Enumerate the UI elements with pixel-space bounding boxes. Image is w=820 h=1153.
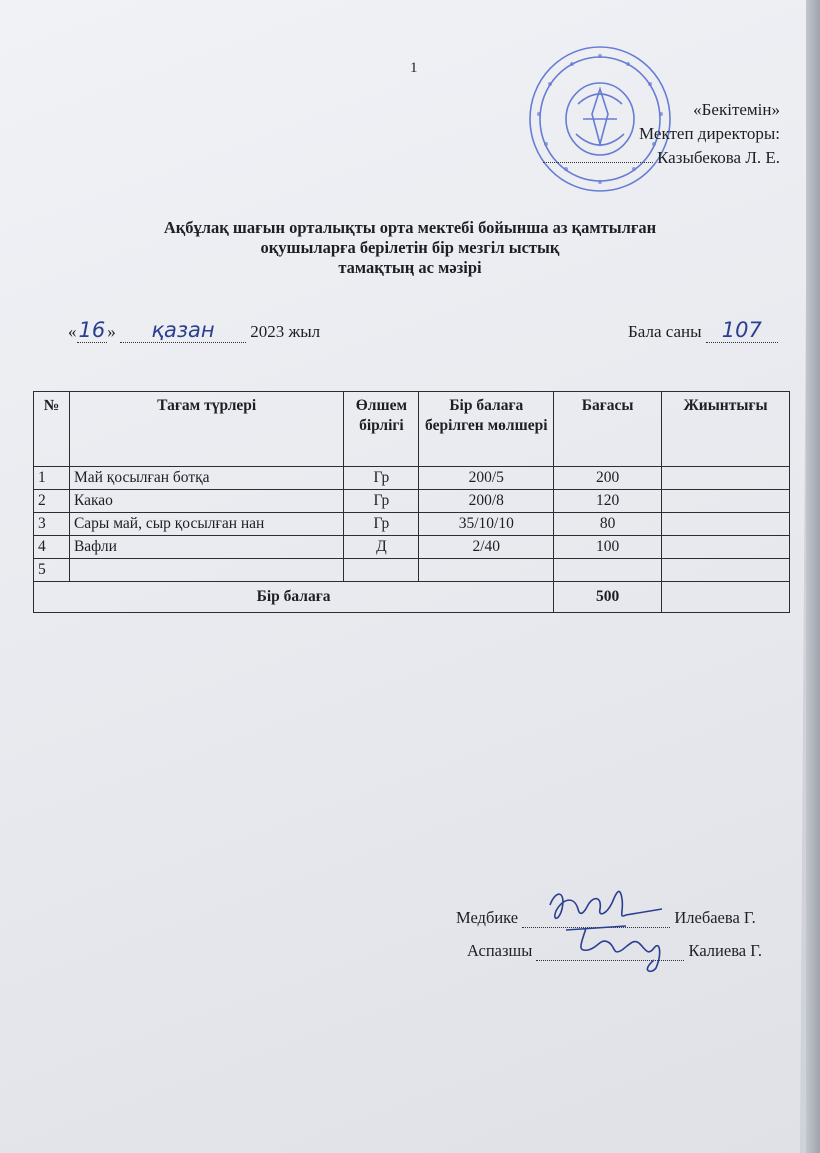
- row-total: [662, 467, 790, 490]
- row-amount: 200/8: [419, 490, 554, 513]
- row-number: 4: [34, 536, 70, 559]
- table-total-row: [34, 582, 790, 613]
- row-unit: Гр: [344, 513, 419, 536]
- row-unit: Д: [344, 536, 419, 559]
- children-count-value: 107: [721, 318, 762, 342]
- row-dish: Какао: [69, 490, 343, 513]
- menu-table: [33, 391, 790, 613]
- director-name: Казыбекова Л. Е.: [657, 148, 780, 167]
- document-title: [80, 218, 740, 278]
- header-number: №: [34, 392, 70, 467]
- row-number: 2: [34, 490, 70, 513]
- row-dish: Сары май, сыр қосылған нан: [69, 513, 343, 536]
- approval-signature-line: [543, 146, 780, 170]
- table-row: [34, 490, 790, 513]
- nurse-name: Илебаева Г.: [674, 908, 756, 927]
- row-price: 120: [554, 490, 662, 513]
- table-row: [34, 467, 790, 490]
- row-number: 1: [34, 467, 70, 490]
- row-total: [662, 536, 790, 559]
- header-dish-types: Тағам түрлері: [69, 392, 343, 467]
- row-price: 100: [554, 536, 662, 559]
- row-price: [554, 559, 662, 582]
- title-line-3: тамақтың ас мәзірі: [338, 258, 482, 277]
- row-total: [662, 513, 790, 536]
- row-price: 80: [554, 513, 662, 536]
- date-year: 2023 жыл: [250, 322, 321, 341]
- date-day: 16: [78, 318, 106, 342]
- total-value: 500: [554, 582, 662, 613]
- row-amount: [419, 559, 554, 582]
- header-total: Жиынтығы: [662, 392, 790, 467]
- row-dish: [69, 559, 343, 582]
- total-label: Бір балаға: [34, 582, 554, 613]
- approval-heading: «Бекітемін»: [693, 100, 780, 119]
- children-count-line: [628, 318, 778, 343]
- row-amount: 200/5: [419, 467, 554, 490]
- director-signature-dots: [543, 162, 653, 163]
- total-sum-cell: [662, 582, 790, 613]
- row-number: 5: [34, 559, 70, 582]
- page-edge-shadow: [806, 0, 820, 1153]
- row-dish: Май қосылған ботқа: [69, 467, 343, 490]
- date-close-quote: »: [107, 322, 116, 341]
- nurse-label: Медбике: [456, 908, 519, 927]
- table-row: [34, 536, 790, 559]
- header-unit: Өлшем бірлігі: [344, 392, 419, 467]
- row-total: [662, 490, 790, 513]
- row-price: 200: [554, 467, 662, 490]
- date-month: қазан: [151, 318, 215, 342]
- table-row: [34, 559, 790, 582]
- header-portion: Бір балаға берілген мөлшері: [419, 392, 554, 467]
- row-total: [662, 559, 790, 582]
- cook-signature-dots: [536, 942, 684, 961]
- approval-position: Мектеп директоры:: [639, 124, 780, 143]
- table-header-row: [34, 392, 790, 467]
- row-number: 3: [34, 513, 70, 536]
- children-count-label: Бала саны: [628, 322, 702, 341]
- row-amount: 2/40: [419, 536, 554, 559]
- row-unit: [344, 559, 419, 582]
- header-price: Бағасы: [554, 392, 662, 467]
- row-amount: 35/10/10: [419, 513, 554, 536]
- cook-label: Аспазшы: [467, 941, 533, 960]
- row-dish: Вафли: [69, 536, 343, 559]
- row-unit: Гр: [344, 467, 419, 490]
- cook-signature-line: [467, 941, 762, 961]
- cook-name: Калиева Г.: [688, 941, 763, 960]
- date-open-quote: «: [68, 322, 77, 341]
- page-number: 1: [410, 60, 418, 76]
- date-line: [68, 318, 320, 343]
- title-line-1: Ақбұлақ шағын орталықты орта мектебі бойынша аз қамтылған: [163, 218, 657, 237]
- title-line-2: оқушыларға берілетін бір мезгіл ыстық: [260, 238, 560, 257]
- row-unit: Гр: [344, 490, 419, 513]
- cook-handwritten-signature: [536, 908, 686, 978]
- approval-block: [543, 98, 780, 170]
- table-row: [34, 513, 790, 536]
